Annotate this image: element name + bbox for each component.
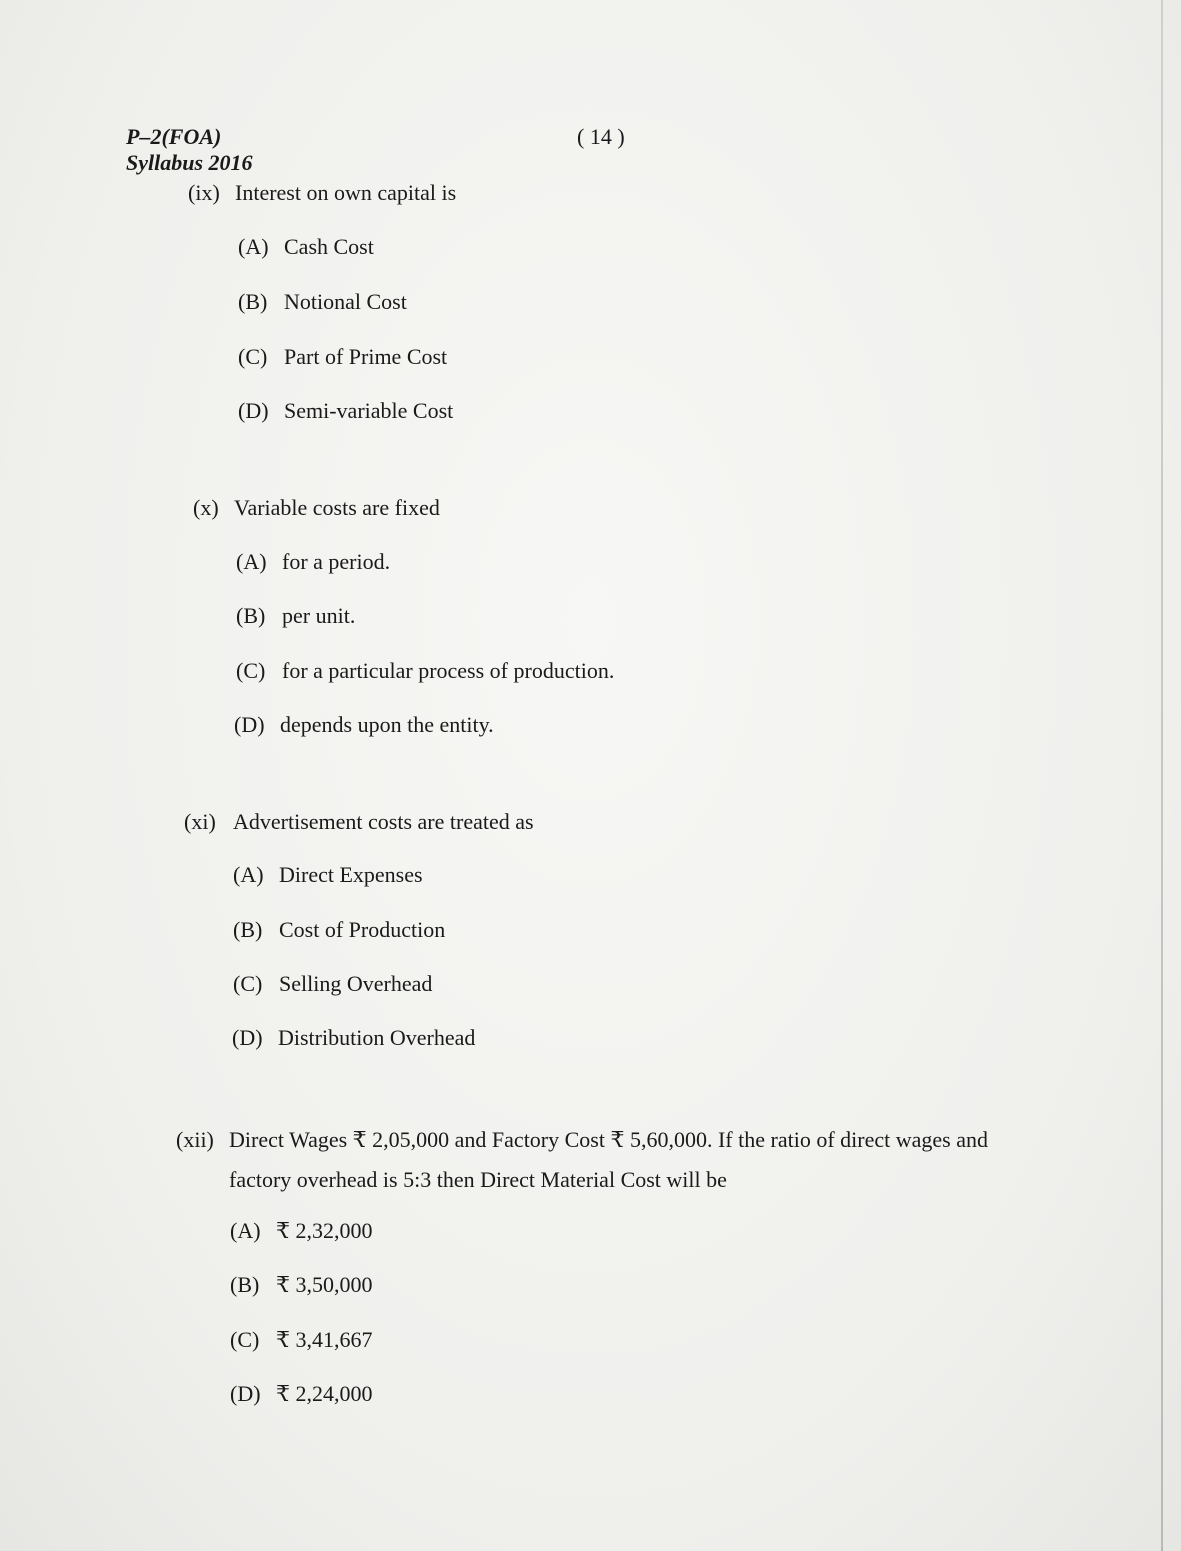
option-label: (B) <box>233 917 263 942</box>
option-text: Distribution Overhead <box>278 1025 476 1050</box>
question-number: (ix) <box>188 180 220 205</box>
option-a <box>236 549 390 575</box>
option-text: ₹ 3,50,000 <box>276 1272 373 1297</box>
option-text: per unit. <box>282 603 356 628</box>
option-text: for a particular process of production. <box>282 658 615 683</box>
option-label: (A) <box>233 862 264 887</box>
option-b <box>233 917 445 943</box>
option-label: (C) <box>236 658 266 683</box>
option-label: (A) <box>236 549 267 574</box>
option-label: (B) <box>238 289 268 314</box>
question-text: Interest on own capital is <box>235 180 457 205</box>
option-label: (B) <box>236 603 266 628</box>
question-text: Variable costs are fixed <box>234 495 440 520</box>
option-d <box>230 1381 373 1407</box>
question-number: (x) <box>193 495 219 520</box>
option-text: depends upon the entity. <box>280 712 494 737</box>
option-text: Part of Prime Cost <box>284 344 448 369</box>
option-c <box>238 344 447 370</box>
option-a <box>233 862 423 888</box>
option-label: (C) <box>233 971 263 996</box>
option-label: (D) <box>230 1381 261 1406</box>
option-c <box>236 658 614 684</box>
option-a <box>230 1218 373 1244</box>
option-b <box>230 1272 373 1298</box>
option-label: (B) <box>230 1272 260 1297</box>
option-text: Cash Cost <box>284 234 374 259</box>
page-number: ( 14 ) <box>577 124 625 149</box>
question-text-line-2: factory overhead is 5:3 then Direct Material Cost will be <box>229 1167 727 1192</box>
option-label: (D) <box>238 398 269 423</box>
question-number: (xi) <box>184 809 216 834</box>
option-text: Notional Cost <box>284 289 407 314</box>
option-text: Direct Expenses <box>279 862 423 887</box>
option-label: (C) <box>230 1327 260 1352</box>
option-text: ₹ 2,24,000 <box>276 1381 373 1406</box>
option-label: (D) <box>232 1025 263 1050</box>
option-d <box>234 712 494 738</box>
option-label: (A) <box>230 1218 261 1243</box>
option-text: ₹ 2,32,000 <box>276 1218 373 1243</box>
option-c <box>230 1327 373 1353</box>
option-label: (C) <box>238 344 268 369</box>
question-text-line-1: Direct Wages ₹ 2,05,000 and Factory Cost ₹ 5,60,000. If the ratio of direct wages and <box>229 1127 988 1152</box>
question-text: Advertisement costs are treated as <box>233 809 534 834</box>
option-a <box>238 234 374 260</box>
question-number: (xii) <box>176 1127 214 1152</box>
option-text: Cost of Production <box>279 917 446 942</box>
option-text: ₹ 3,41,667 <box>276 1327 373 1352</box>
option-b <box>236 603 355 629</box>
option-b <box>238 289 407 315</box>
option-label: (A) <box>238 234 269 259</box>
paper-code: P–2(FOA) <box>126 124 222 149</box>
option-text: for a period. <box>282 549 391 574</box>
option-c <box>233 971 432 997</box>
option-d <box>232 1025 475 1051</box>
option-label: (D) <box>234 712 265 737</box>
option-d <box>238 398 453 424</box>
option-text: Selling Overhead <box>279 971 433 996</box>
page-edge-shadow <box>1161 0 1163 1551</box>
option-text: Semi-variable Cost <box>284 398 454 423</box>
syllabus-label: Syllabus 2016 <box>126 150 253 175</box>
